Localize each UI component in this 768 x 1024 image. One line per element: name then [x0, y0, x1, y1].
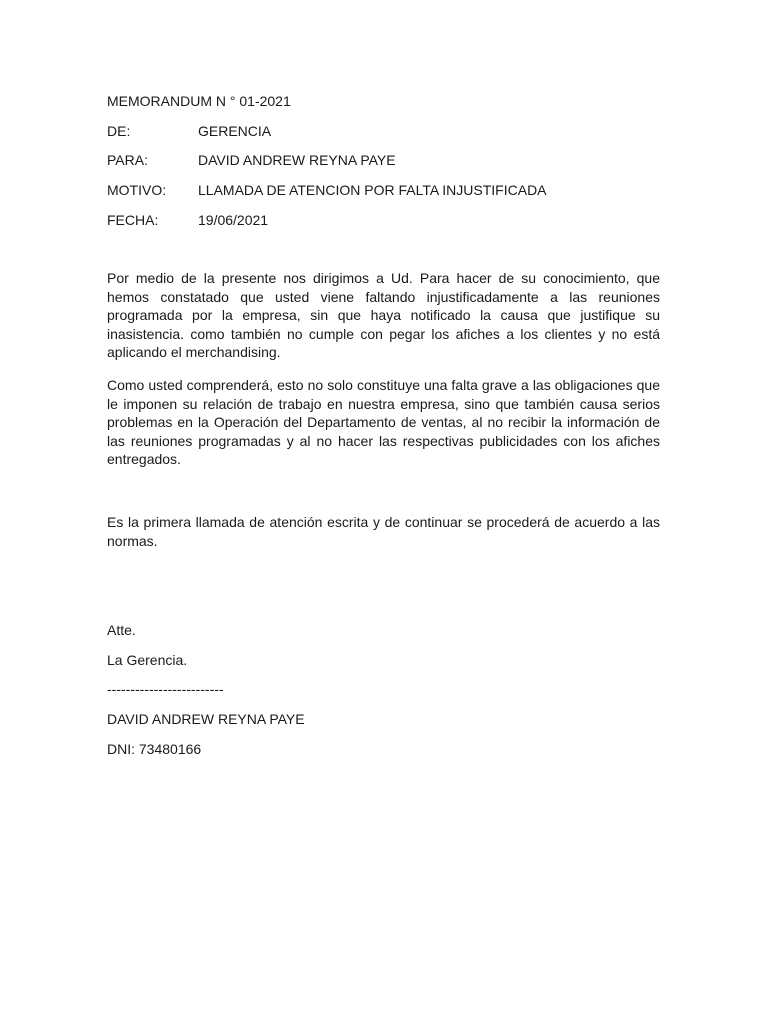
de-label: DE:: [107, 123, 131, 139]
recipient-dni: DNI: 73480166: [107, 741, 202, 757]
closing-sender: La Gerencia.: [107, 652, 188, 668]
recipient-name: DAVID ANDREW REYNA PAYE: [107, 711, 305, 727]
fecha-label: FECHA:: [107, 212, 159, 228]
motivo-value: LLAMADA DE ATENCION POR FALTA INJUSTIFICADA: [198, 182, 547, 198]
para-value: DAVID ANDREW REYNA PAYE: [198, 152, 396, 168]
fecha-value: 19/06/2021: [198, 212, 269, 228]
para-label: PARA:: [107, 152, 148, 168]
signature-line: -------------------------: [107, 681, 224, 697]
memo-title: MEMORANDUM N ° 01-2021: [107, 93, 291, 109]
body-paragraph-2: Como usted comprenderá, esto no solo constituye una falta grave a las obligaciones que le imponen su relación de trabajo en nuestra empresa, sino que también causa serios problemas en la Operación del Departamento de ventas, al no recibir la información de las reuniones programadas y al no hacer las respectivas publicidades con los afiches entregados.: [107, 377, 660, 467]
body-paragraph-1: Por medio de la presente nos dirigimos a Ud. Para hacer de su conocimiento, que hemos constatado que usted viene faltando injustificadamente a las reuniones programada por la empresa, sin que haya notificado la causa que justifique su inasistencia. como también no cumple con pegar los afiches a los clientes y no está aplicando el merchandising.: [107, 270, 660, 360]
motivo-label: MOTIVO:: [107, 182, 167, 198]
closing-atte: Atte.: [107, 622, 136, 638]
body-paragraph-3: Es la primera llamada de atención escrita y de continuar se procederá de acuerdo a las normas.: [107, 514, 660, 549]
de-value: GERENCIA: [198, 123, 272, 139]
